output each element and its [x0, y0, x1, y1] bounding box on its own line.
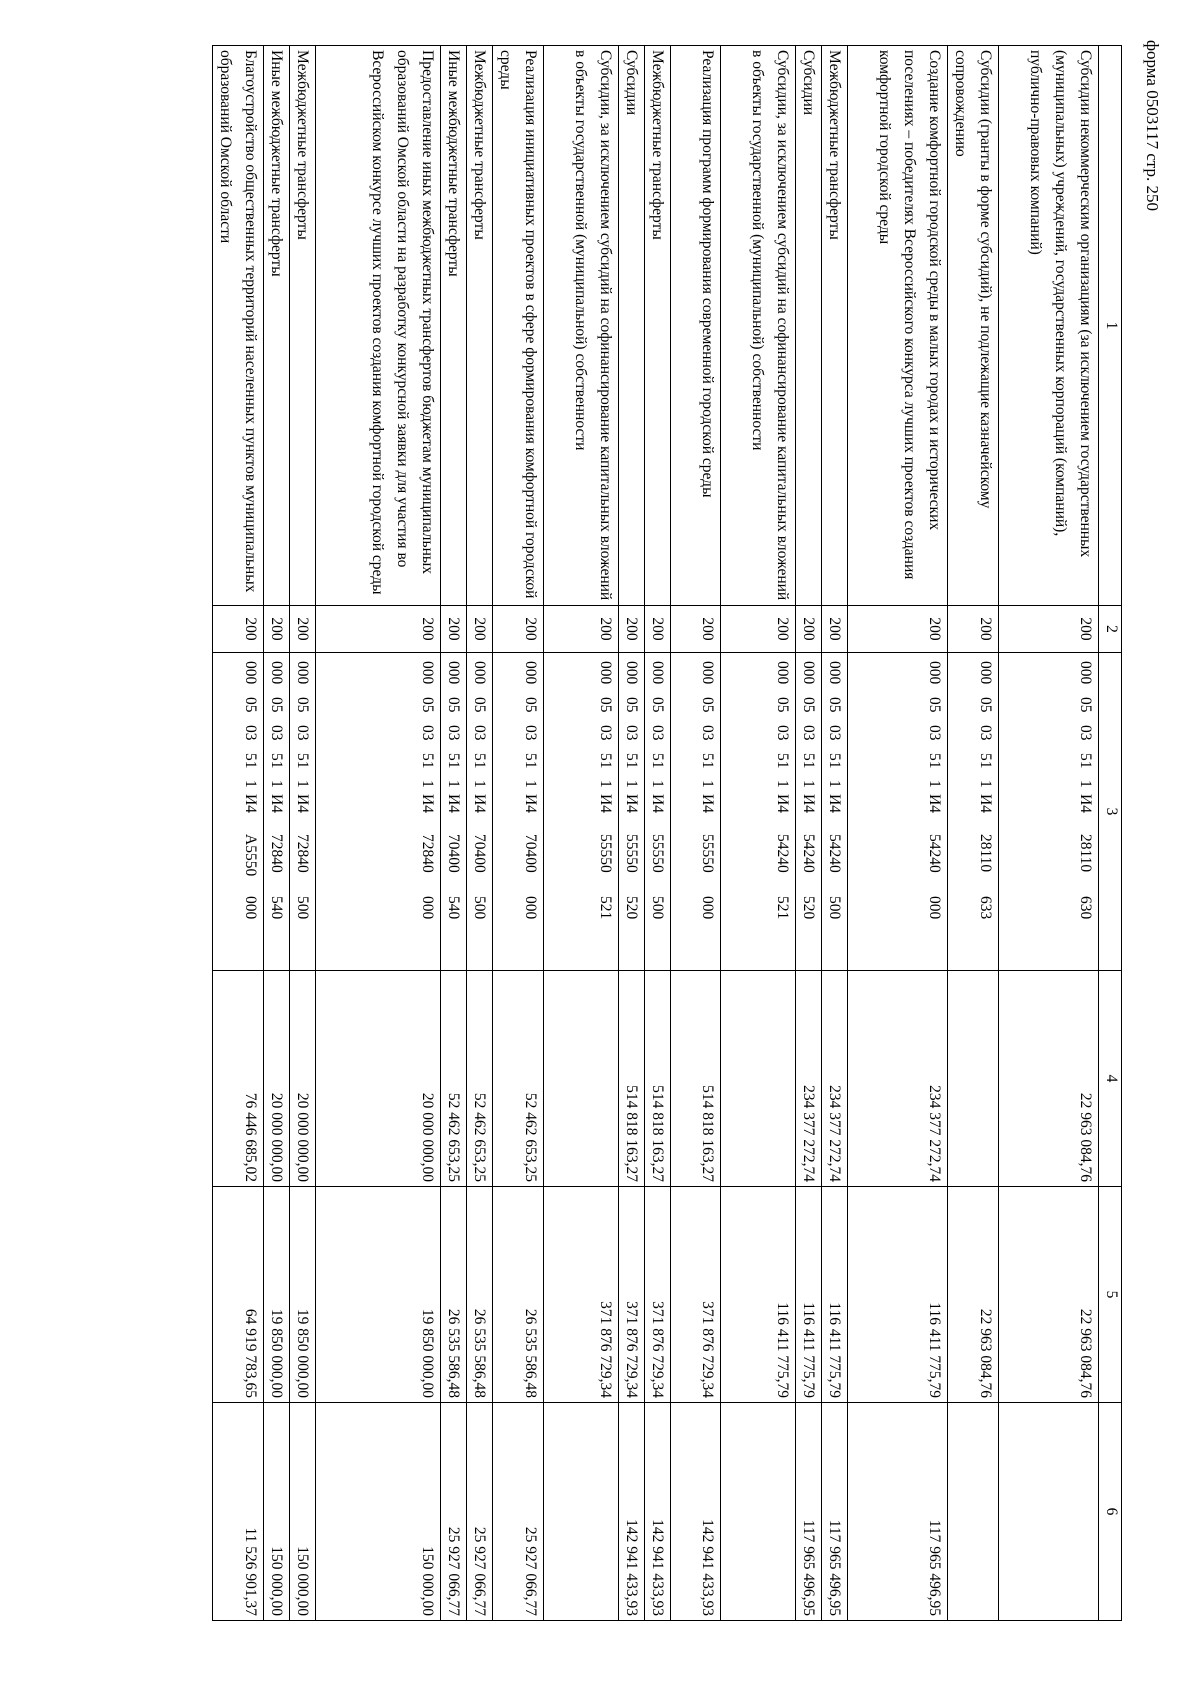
code-part-4: 51 — [800, 753, 817, 769]
code-part-2: 05 — [294, 697, 311, 713]
code-part-8: 000 — [419, 896, 436, 920]
budget-report-sheet — [120, 45, 1122, 1620]
classification-code — [848, 653, 948, 971]
code-part-7: 55550 — [623, 834, 640, 873]
line-code: 200 — [544, 606, 619, 653]
table-row — [645, 46, 671, 1621]
code-part-6: И4 — [597, 794, 614, 813]
row-name: Реализация программ формирования современной городской среды — [671, 46, 721, 606]
code-part-2: 05 — [445, 697, 462, 713]
table-row — [619, 46, 645, 1621]
line-code: 200 — [264, 606, 290, 653]
table-row — [441, 46, 467, 1621]
amount-c4: 22 963 084,76 — [999, 971, 1099, 1187]
code-part-1: 000 — [522, 661, 539, 685]
code-part-7: 55550 — [699, 834, 716, 873]
code-part-6: И4 — [826, 794, 843, 813]
amount-c4 — [721, 971, 796, 1187]
code-part-1: 000 — [926, 661, 943, 685]
code-part-1: 000 — [774, 661, 791, 685]
code-part-6: И4 — [649, 794, 666, 813]
amount-c4: 514 818 163,27 — [619, 971, 645, 1187]
code-part-3: 03 — [800, 725, 817, 741]
classification-code — [645, 653, 671, 971]
code-part-2: 05 — [699, 697, 716, 713]
table-row — [493, 46, 544, 1621]
code-part-4: 51 — [774, 753, 791, 769]
amount-c5: 116 411 775,79 — [822, 1187, 848, 1403]
row-name: Межбюджетные трансферты — [645, 46, 671, 606]
line-code: 200 — [645, 606, 671, 653]
column-number-row — [1099, 46, 1122, 1621]
code-part-1: 000 — [977, 661, 994, 685]
line-code: 200 — [822, 606, 848, 653]
code-part-2: 05 — [800, 697, 817, 713]
amount-c5: 19 850 000,00 — [290, 1187, 316, 1403]
code-part-6: И4 — [522, 794, 539, 813]
code-part-6: И4 — [926, 794, 943, 813]
code-part-4: 51 — [977, 753, 994, 769]
code-part-2: 05 — [649, 697, 666, 713]
amount-c6: 142 941 433,93 — [671, 1403, 721, 1621]
row-name: Иные межбюджетные трансферты — [441, 46, 467, 606]
amount-c4: 20 000 000,00 — [290, 971, 316, 1187]
line-code: 200 — [721, 606, 796, 653]
amount-c4: 234 377 272,74 — [796, 971, 822, 1187]
line-code: 200 — [493, 606, 544, 653]
code-part-7: 54240 — [800, 834, 817, 873]
classification-code — [493, 653, 544, 971]
amount-c6: 117 965 496,95 — [796, 1403, 822, 1621]
line-code: 200 — [848, 606, 948, 653]
code-part-3: 03 — [522, 725, 539, 741]
code-part-6: И4 — [699, 794, 716, 813]
table-row — [264, 46, 290, 1621]
code-part-5: 1 — [445, 780, 462, 788]
amount-c6 — [721, 1403, 796, 1621]
column-header-1: 1 — [1099, 46, 1122, 606]
code-part-8: 540 — [268, 896, 285, 920]
table-row — [822, 46, 848, 1621]
code-part-8: 000 — [242, 896, 259, 920]
table-row — [467, 46, 493, 1621]
code-part-2: 05 — [926, 697, 943, 713]
code-part-7: 28110 — [977, 834, 994, 873]
code-part-3: 03 — [1077, 725, 1094, 741]
amount-c5: 371 876 729,34 — [619, 1187, 645, 1403]
code-part-1: 000 — [649, 661, 666, 685]
line-code: 200 — [671, 606, 721, 653]
amount-c6 — [544, 1403, 619, 1621]
amount-c6: 25 927 066,77 — [467, 1403, 493, 1621]
line-code: 200 — [467, 606, 493, 653]
amount-c6 — [948, 1403, 999, 1621]
code-part-3: 03 — [699, 725, 716, 741]
row-name: Создание комфортной городской среды в малых городах и исторических поселениях – победителях Всероссийского конкурса лучших проектов создания комфортной городской среды — [848, 46, 948, 606]
amount-c5: 371 876 729,34 — [645, 1187, 671, 1403]
code-part-5: 1 — [977, 780, 994, 788]
amount-c6 — [999, 1403, 1099, 1621]
code-part-7: 70400 — [522, 834, 539, 873]
code-part-5: 1 — [926, 780, 943, 788]
code-part-3: 03 — [294, 725, 311, 741]
amount-c6: 25 927 066,77 — [493, 1403, 544, 1621]
classification-code — [264, 653, 290, 971]
classification-code — [999, 653, 1099, 971]
amount-c5: 371 876 729,34 — [544, 1187, 619, 1403]
code-part-1: 000 — [471, 661, 488, 685]
code-part-4: 51 — [699, 753, 716, 769]
code-part-4: 51 — [445, 753, 462, 769]
classification-code — [721, 653, 796, 971]
classification-code — [796, 653, 822, 971]
code-part-7: 72840 — [294, 834, 311, 873]
amount-c6: 11 526 901,37 — [213, 1403, 264, 1621]
classification-code — [213, 653, 264, 971]
line-code: 200 — [316, 606, 441, 653]
row-name: Благоустройство общественных территорий населенных пунктов муниципальных образований Омской области — [213, 46, 264, 606]
line-code: 200 — [290, 606, 316, 653]
code-part-5: 1 — [699, 780, 716, 788]
code-part-2: 05 — [977, 697, 994, 713]
amount-c5: 19 850 000,00 — [316, 1187, 441, 1403]
row-name: Предоставление иных межбюджетных трансфертов бюджетам муниципальных образований Омской области на разработку конкурсной заявки для участия во Всероссийском конкурсе лучших проектов создания комфортной городской среды — [316, 46, 441, 606]
amount-c4: 234 377 272,74 — [822, 971, 848, 1187]
code-part-6: И4 — [471, 794, 488, 813]
code-part-8: 000 — [926, 896, 943, 920]
amount-c5: 116 411 775,79 — [796, 1187, 822, 1403]
code-part-7: А5550 — [242, 834, 259, 877]
amount-c4: 20 000 000,00 — [316, 971, 441, 1187]
code-part-6: И4 — [242, 794, 259, 813]
code-part-2: 05 — [268, 697, 285, 713]
code-part-8: 520 — [623, 896, 640, 920]
code-part-1: 000 — [242, 661, 259, 685]
code-part-7: 54240 — [826, 834, 843, 873]
amount-c6: 25 927 066,77 — [441, 1403, 467, 1621]
table-body — [213, 46, 1099, 1621]
code-part-4: 51 — [522, 753, 539, 769]
table-row — [213, 46, 264, 1621]
code-part-4: 51 — [826, 753, 843, 769]
code-part-5: 1 — [419, 780, 436, 788]
code-part-8: 633 — [977, 896, 994, 920]
code-part-1: 000 — [800, 661, 817, 685]
budget-table — [212, 45, 1122, 1621]
code-part-5: 1 — [242, 780, 259, 788]
code-part-7: 70400 — [445, 834, 462, 873]
code-part-5: 1 — [623, 780, 640, 788]
classification-code — [441, 653, 467, 971]
table-row — [999, 46, 1099, 1621]
row-name: Межбюджетные трансферты — [467, 46, 493, 606]
classification-code — [316, 653, 441, 971]
amount-c5: 116 411 775,79 — [848, 1187, 948, 1403]
classification-code — [619, 653, 645, 971]
amount-c4 — [948, 971, 999, 1187]
code-part-8: 000 — [522, 896, 539, 920]
code-part-7: 72840 — [419, 834, 436, 873]
code-part-7: 72840 — [268, 834, 285, 873]
code-part-4: 51 — [649, 753, 666, 769]
code-part-3: 03 — [649, 725, 666, 741]
code-part-4: 51 — [294, 753, 311, 769]
amount-c5: 64 919 783,65 — [213, 1187, 264, 1403]
code-part-3: 03 — [774, 725, 791, 741]
code-part-5: 1 — [268, 780, 285, 788]
code-part-1: 000 — [826, 661, 843, 685]
code-part-5: 1 — [1077, 780, 1094, 788]
code-part-2: 05 — [242, 697, 259, 713]
table-row — [848, 46, 948, 1621]
row-name: Субсидии, за исключением субсидий на софинансирование капитальных вложений в объекты государственной (муниципальной) собственности — [721, 46, 796, 606]
code-part-1: 000 — [1077, 661, 1094, 685]
code-part-5: 1 — [522, 780, 539, 788]
amount-c4: 52 462 653,25 — [467, 971, 493, 1187]
code-part-1: 000 — [445, 661, 462, 685]
code-part-3: 03 — [242, 725, 259, 741]
code-part-5: 1 — [471, 780, 488, 788]
amount-c6: 150 000,00 — [290, 1403, 316, 1621]
code-part-8: 521 — [774, 896, 791, 920]
code-part-3: 03 — [268, 725, 285, 741]
column-header-6: 6 — [1099, 1403, 1122, 1621]
row-name: Межбюджетные трансферты — [822, 46, 848, 606]
code-part-8: 630 — [1077, 896, 1094, 920]
line-code: 200 — [948, 606, 999, 653]
column-header-5: 5 — [1099, 1187, 1122, 1403]
code-part-4: 51 — [623, 753, 640, 769]
code-part-8: 500 — [826, 896, 843, 920]
code-part-8: 540 — [445, 896, 462, 920]
code-part-4: 51 — [1077, 753, 1094, 769]
amount-c4: 514 818 163,27 — [671, 971, 721, 1187]
table-row — [721, 46, 796, 1621]
code-part-5: 1 — [826, 780, 843, 788]
code-part-4: 51 — [419, 753, 436, 769]
form-page-label: форма 0503117 стр. 250 — [1143, 40, 1162, 211]
classification-code — [948, 653, 999, 971]
line-code: 200 — [796, 606, 822, 653]
amount-c6: 117 965 496,95 — [822, 1403, 848, 1621]
code-part-1: 000 — [623, 661, 640, 685]
code-part-6: И4 — [268, 794, 285, 813]
amount-c5: 22 963 084,76 — [948, 1187, 999, 1403]
code-part-7: 55550 — [597, 834, 614, 873]
code-part-7: 28110 — [1077, 834, 1094, 873]
row-name: Субсидии, за исключением субсидий на софинансирование капитальных вложений в объекты государственной (муниципальной) собственности — [544, 46, 619, 606]
code-part-7: 55550 — [649, 834, 666, 873]
code-part-2: 05 — [419, 697, 436, 713]
code-part-4: 51 — [926, 753, 943, 769]
amount-c4: 20 000 000,00 — [264, 971, 290, 1187]
code-part-6: И4 — [294, 794, 311, 813]
table-row — [671, 46, 721, 1621]
table-row — [544, 46, 619, 1621]
amount-c6: 150 000,00 — [316, 1403, 441, 1621]
classification-code — [467, 653, 493, 971]
table-row — [948, 46, 999, 1621]
table-row — [796, 46, 822, 1621]
code-part-3: 03 — [623, 725, 640, 741]
amount-c5: 26 535 586,48 — [441, 1187, 467, 1403]
amount-c5: 371 876 729,34 — [671, 1187, 721, 1403]
code-part-8: 520 — [800, 896, 817, 920]
row-name: Субсидии — [619, 46, 645, 606]
code-part-1: 000 — [419, 661, 436, 685]
code-part-8: 521 — [597, 896, 614, 920]
code-part-2: 05 — [597, 697, 614, 713]
code-part-5: 1 — [597, 780, 614, 788]
amount-c4: 52 462 653,25 — [441, 971, 467, 1187]
code-part-6: И4 — [623, 794, 640, 813]
row-name: Субсидии — [796, 46, 822, 606]
amount-c4 — [544, 971, 619, 1187]
code-part-8: 500 — [471, 896, 488, 920]
code-part-6: И4 — [445, 794, 462, 813]
line-code: 200 — [441, 606, 467, 653]
code-part-8: 500 — [294, 896, 311, 920]
classification-code — [671, 653, 721, 971]
line-code: 200 — [619, 606, 645, 653]
row-name: Субсидии некоммерческим организациям (за исключением государственных (муниципальных) учреждений, государственных корпораций (компаний), публично-правовых компаний) — [999, 46, 1099, 606]
column-header-4: 4 — [1099, 971, 1122, 1187]
amount-c6: 142 941 433,93 — [619, 1403, 645, 1621]
code-part-5: 1 — [800, 780, 817, 788]
code-part-4: 51 — [268, 753, 285, 769]
amount-c4: 514 818 163,27 — [645, 971, 671, 1187]
code-part-5: 1 — [294, 780, 311, 788]
code-part-1: 000 — [699, 661, 716, 685]
code-part-6: И4 — [1077, 794, 1094, 813]
amount-c4: 76 446 685,02 — [213, 971, 264, 1187]
amount-c6: 117 965 496,95 — [848, 1403, 948, 1621]
code-part-4: 51 — [242, 753, 259, 769]
code-part-2: 05 — [774, 697, 791, 713]
code-part-2: 05 — [1077, 697, 1094, 713]
code-part-4: 51 — [471, 753, 488, 769]
code-part-7: 54240 — [774, 834, 791, 873]
code-part-2: 05 — [522, 697, 539, 713]
code-part-6: И4 — [800, 794, 817, 813]
row-name: Субсидии (гранты в форме субсидий), не подлежащие казначейскому сопровождению — [948, 46, 999, 606]
table-row — [316, 46, 441, 1621]
line-code: 200 — [999, 606, 1099, 653]
column-header-3: 3 — [1099, 653, 1122, 971]
code-part-3: 03 — [445, 725, 462, 741]
amount-c5: 26 535 586,48 — [493, 1187, 544, 1403]
column-header-2: 2 — [1099, 606, 1122, 653]
amount-c4: 52 462 653,25 — [493, 971, 544, 1187]
amount-c5: 22 963 084,76 — [999, 1187, 1099, 1403]
code-part-7: 70400 — [471, 834, 488, 873]
code-part-1: 000 — [268, 661, 285, 685]
amount-c4: 234 377 272,74 — [848, 971, 948, 1187]
classification-code — [544, 653, 619, 971]
code-part-2: 05 — [826, 697, 843, 713]
amount-c6: 150 000,00 — [264, 1403, 290, 1621]
code-part-2: 05 — [471, 697, 488, 713]
code-part-3: 03 — [926, 725, 943, 741]
code-part-8: 500 — [649, 896, 666, 920]
code-part-3: 03 — [977, 725, 994, 741]
row-name: Межбюджетные трансферты — [290, 46, 316, 606]
code-part-1: 000 — [294, 661, 311, 685]
amount-c5: 116 411 775,79 — [721, 1187, 796, 1403]
amount-c5: 26 535 586,48 — [467, 1187, 493, 1403]
code-part-5: 1 — [774, 780, 791, 788]
amount-c6: 142 941 433,93 — [645, 1403, 671, 1621]
code-part-2: 05 — [623, 697, 640, 713]
row-name: Иные межбюджетные трансферты — [264, 46, 290, 606]
classification-code — [822, 653, 848, 971]
code-part-3: 03 — [471, 725, 488, 741]
code-part-3: 03 — [419, 725, 436, 741]
code-part-3: 03 — [597, 725, 614, 741]
code-part-7: 54240 — [926, 834, 943, 873]
line-code: 200 — [213, 606, 264, 653]
code-part-6: И4 — [774, 794, 791, 813]
code-part-5: 1 — [649, 780, 666, 788]
code-part-6: И4 — [419, 794, 436, 813]
code-part-4: 51 — [597, 753, 614, 769]
classification-code — [290, 653, 316, 971]
code-part-6: И4 — [977, 794, 994, 813]
code-part-8: 000 — [699, 896, 716, 920]
table-row — [290, 46, 316, 1621]
code-part-3: 03 — [826, 725, 843, 741]
code-part-1: 000 — [597, 661, 614, 685]
row-name: Реализация инициативных проектов в сфере формирования комфортной городской среды — [493, 46, 544, 606]
amount-c5: 19 850 000,00 — [264, 1187, 290, 1403]
